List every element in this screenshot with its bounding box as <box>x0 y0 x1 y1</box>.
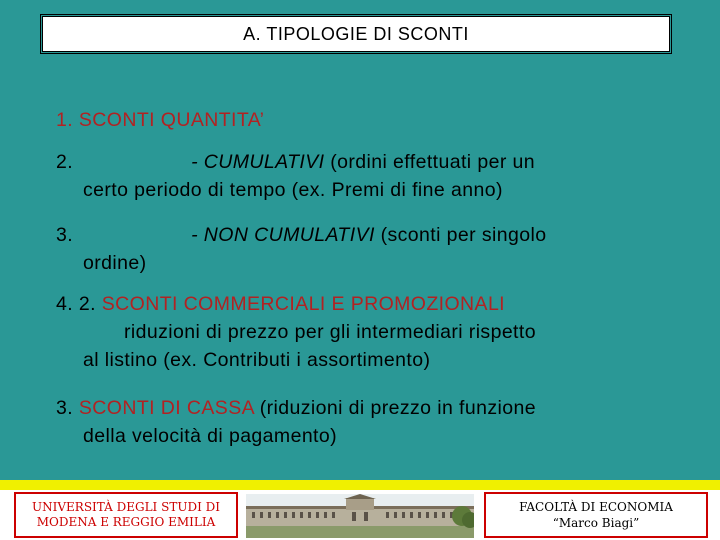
list-item-1 <box>56 106 676 134</box>
item-5-red: SCONTI DI CASSA <box>78 397 254 419</box>
item-2-continuation: certo periodo di tempo (ex. Premi di fine anno) <box>83 179 503 201</box>
item-5-continuation: della velocità di pagamento) <box>83 425 338 447</box>
university-line-1: UNIVERSITÀ DEGLI STUDI DI <box>32 500 220 514</box>
item-2-num: 2. <box>56 151 74 173</box>
item-3-continuation: ordine) <box>83 252 147 274</box>
university-line-2: MODENA E REGGIO EMILIA <box>36 515 216 529</box>
list-item-3 <box>56 221 676 277</box>
slide-title-text: A. TIPOLOGIE DI SCONTI <box>243 23 469 44</box>
item-4-continuation-1: riduzioni di prezzo per gli intermediari rispetto <box>124 321 536 343</box>
list-item-4 <box>56 290 676 374</box>
item-3-num: 3. <box>56 224 74 246</box>
item-4-prefix: 4. 2. <box>56 293 102 315</box>
list-item-2 <box>56 148 676 204</box>
item-2-italic: - CUMULATIVI <box>191 151 325 173</box>
faculty-line-1: FACOLTÀ DI ECONOMIA <box>519 500 673 514</box>
item-3-rest: (sconti per singolo <box>374 224 547 246</box>
slide-title <box>42 16 670 52</box>
faculty-label <box>484 492 708 538</box>
faculty-line-2: “Marco Biagi” <box>552 516 640 530</box>
item-4-continuation-2: al listino (ex. Contributi i assortimento) <box>83 349 431 371</box>
building-photo <box>246 494 474 538</box>
footer-yellow-bar <box>0 480 720 490</box>
item-5-rest: (riduzioni di prezzo in funzione <box>253 397 536 419</box>
item-3-italic: - NON CUMULATIVI <box>191 224 375 246</box>
item-5-prefix: 3. <box>56 397 79 419</box>
list-item-5 <box>56 394 676 450</box>
item-4-red: SCONTI COMMERCIALI E PROMOZIONALI <box>101 293 506 315</box>
item-2-rest: (ordini effettuati per un <box>324 151 536 173</box>
university-label <box>14 492 238 538</box>
item-1-text: 1. SCONTI QUANTITA’ <box>56 109 265 131</box>
